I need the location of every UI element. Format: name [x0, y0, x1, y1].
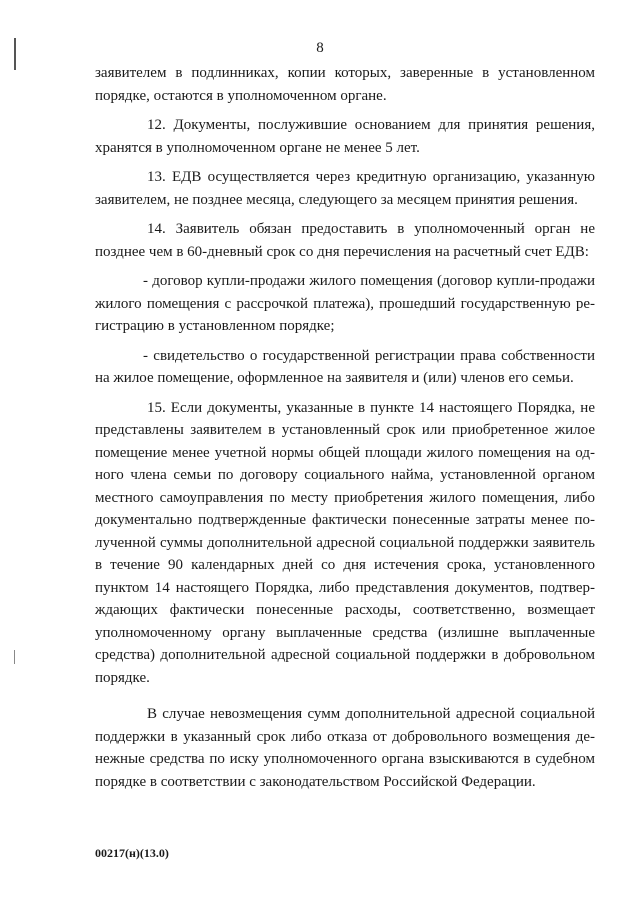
paragraph-item-14: 14. Заявитель обязан предоставить в уполномоченный орган не позднее чем в 60-дневный срок со дня перечисления на расчетный счет ЕДВ: — [95, 221, 595, 260]
paragraph-item-12: 12. Документы, послужившие основанием для принятия решения, хранятся в уполномоченном органе не менее 5 лет. — [95, 117, 595, 156]
list-item-contract: - договор купли-продажи жилого помещения (договор купли-продажи жилого помещения с рассрочкой платежа), прошедший государственную регистрацию в установленном порядке; — [95, 273, 595, 334]
paragraph-item-13: 13. ЕДВ осуществляется через кредитную организацию, указанную заявителем, не позднее месяца, следующего за месяцем принятия решения. — [95, 169, 595, 208]
page-number: 8 — [316, 40, 324, 56]
paragraph-continuation: заявителем в подлинниках, копии которых, заверенные в установленном порядке, остаются в уполномоченном органе. — [95, 65, 595, 104]
document-body — [95, 62, 595, 800]
list-item-certificate: - свидетельство о государственной регистрации права собственности на жилое помещение, оформленное на заявителя и (или) членов его семьи. — [95, 347, 595, 386]
paragraph-non-reimbursement: В случае невозмещения сумм дополнительной адресной социальной поддержки в указанный срок либо отказа от добровольного возмещения денежные средства по иску уполномоченного органа взыскиваются в судебном порядке в соответствии с законодательством Российской Федерации. — [95, 706, 595, 790]
scan-binding-mark — [14, 650, 15, 664]
document-footer-code: 00217(н)(13.0) — [95, 846, 169, 860]
paragraph-item-15: 15. Если документы, указанные в пункте 14 настоящего Порядка, не представлены заявителем в установленный срок или приобретенное жилое помещение менее учетной нормы общей площади жилого помещения на одного члена семьи по договору социального найма, установленной органом местного самоуправления по месту приобретения жилого помещения, либо документально подтвержденные фактически понесенные затраты менее полученной суммы дополнительной адресной социальной поддержки заявитель в течение 90 календарных дней со дня истечения срока, установленного пунктом 14 настоящего Порядка, либо представления документов, подтверждающих фактически понесенные расходы, соответственно, возмещает уполномоченному органу выплаченные средства (излишне выплаченные средства) дополнительной адресной социальной поддержки в добровольном порядке. — [95, 399, 595, 686]
